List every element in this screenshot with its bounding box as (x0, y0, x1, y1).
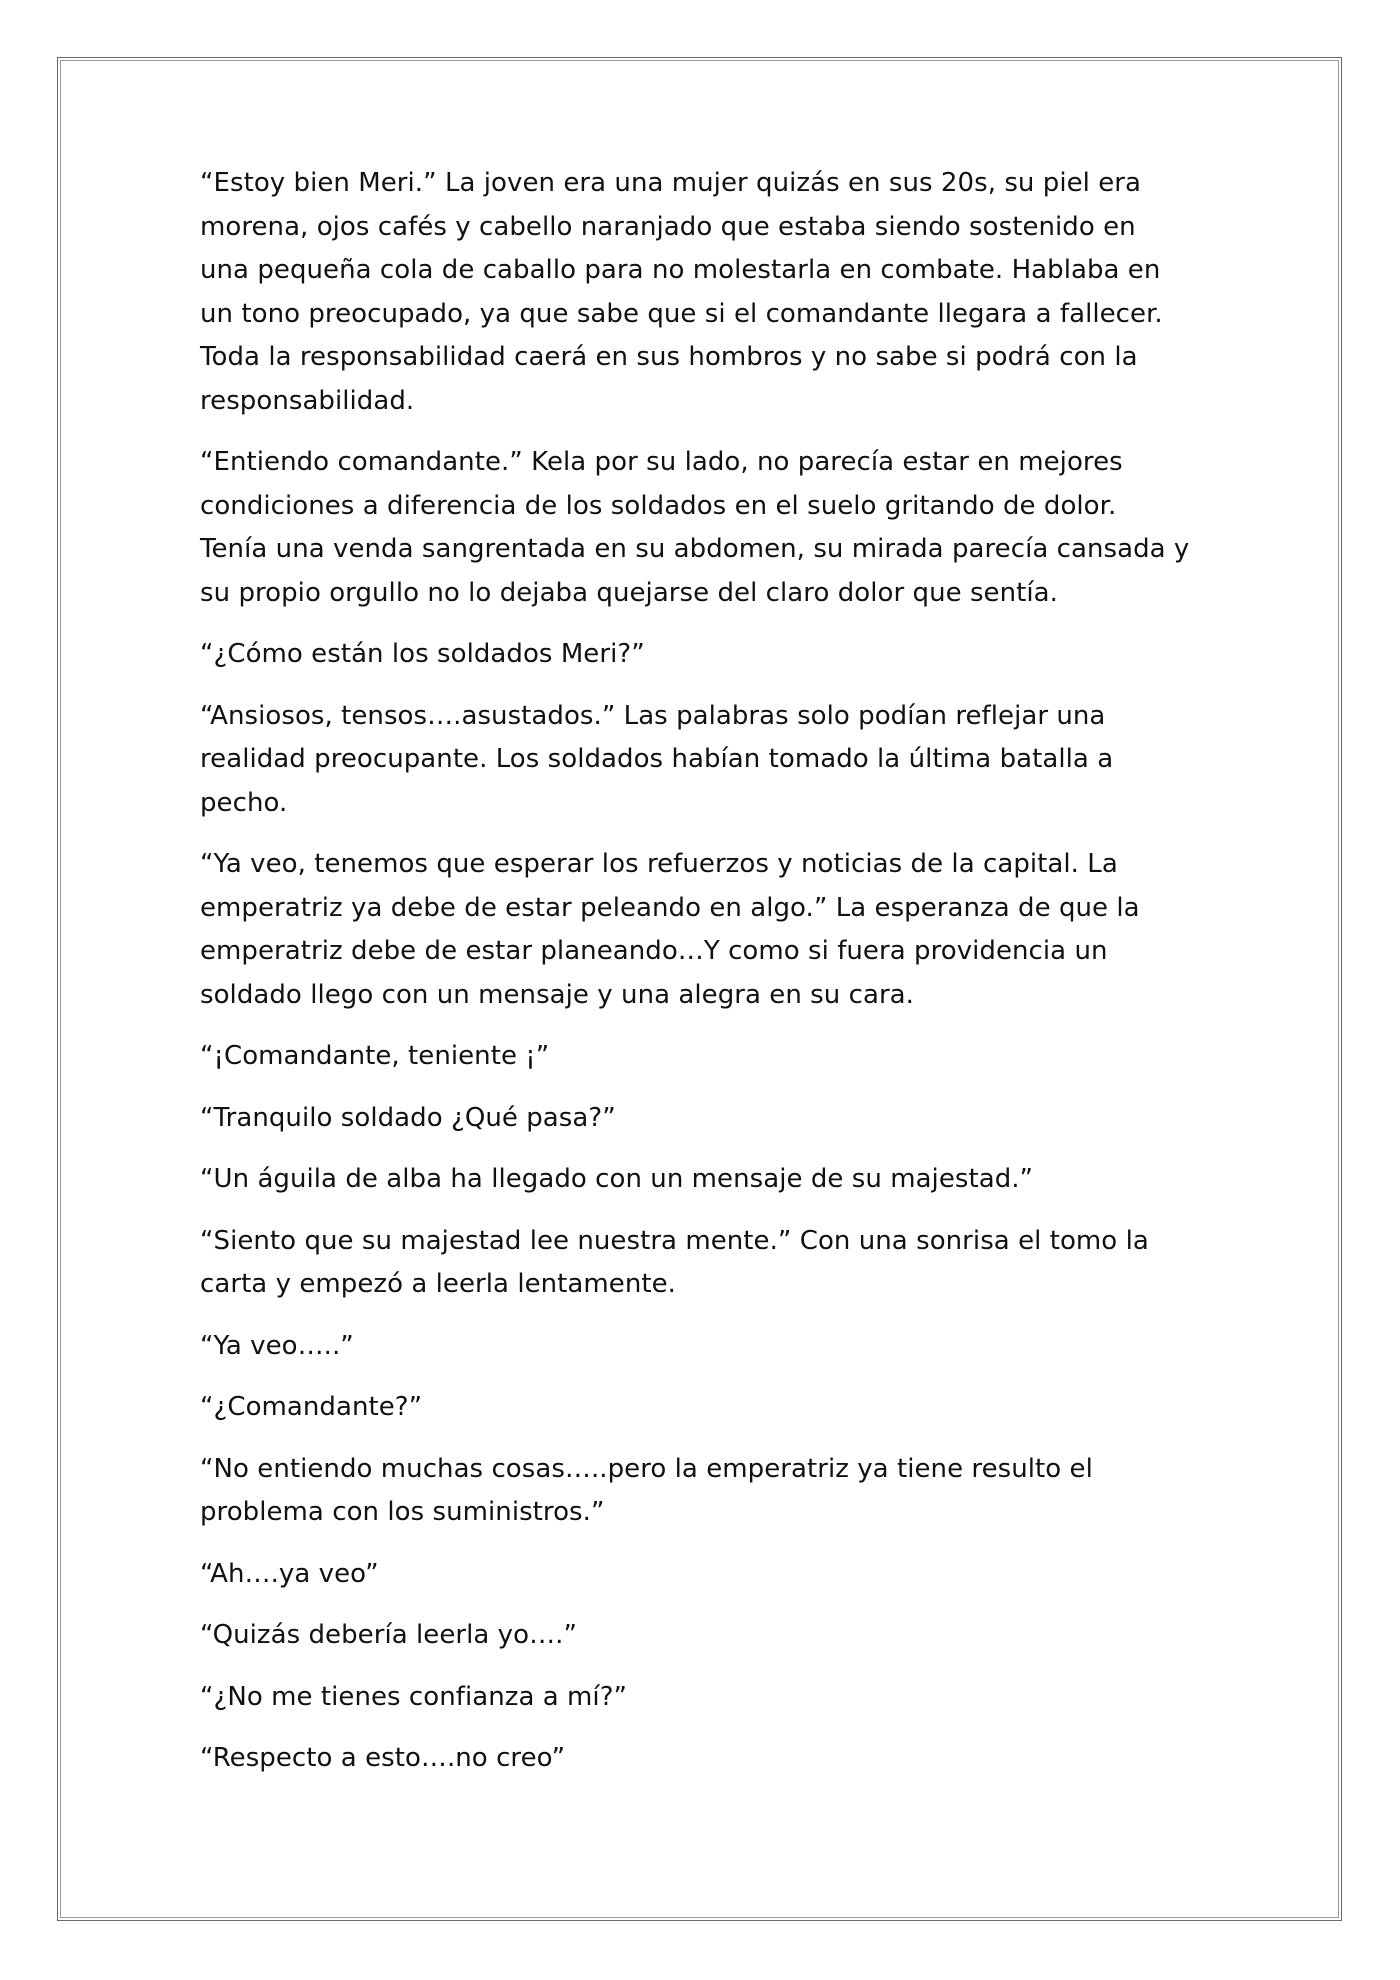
paragraph: “Entiendo comandante.” Kela por su lado, no parecía estar en mejores condiciones a diferencia de los soldados en el suelo gritando de dolor. Tenía una venda sangrentada en su abdomen, su mirada parecía cansada y su propio orgullo no lo dejaba quejarse del claro dolor que sentía. (200, 447, 1190, 608)
paragraph: “¿Cómo están los soldados Meri?” (200, 639, 645, 669)
paragraph: “Siento que su majestad lee nuestra mente.” Con una sonrisa el tomo la carta y empezó a leerla lentamente. (200, 1225, 1149, 1299)
paragraph: “¿Comandante?” (200, 1392, 423, 1422)
paragraph: “Ya veo…..” (200, 1330, 354, 1361)
paragraph: “Respecto a esto….no creo” (200, 1743, 566, 1773)
paragraph: “¡Comandante, teniente ¡” (200, 1041, 550, 1071)
paragraph: “¿No me tienes confianza a mí?” (200, 1681, 628, 1712)
document-text (200, 162, 1200, 1799)
paragraph: “Estoy bien Meri.” La joven era una mujer quizás en sus 20s, su piel era morena, ojos cafés y cabello naranjado que estaba siendo sostenido en una pequeña cola de caballo para no molestarla en combate. Hablaba en un tono preocupado, ya que sabe que si el comandante llegara a fallecer. Toda la responsabilidad caerá en sus hombros y no sabe si podrá con la responsabilidad. (200, 168, 1163, 416)
paragraph: “Ah….ya veo” (200, 1558, 379, 1589)
paragraph: “Un águila de alba ha llegado con un mensaje de su majestad.” (200, 1164, 1034, 1194)
paragraph: “Quizás debería leerla yo….” (200, 1620, 577, 1650)
paragraph: “Ya veo, tenemos que esperar los refuerzos y noticias de la capital. La emperatriz ya debe de estar peleando en algo.” La esperanza de que la emperatriz debe de estar planeando…Y como si fuera providencia un soldado llego con un mensaje y una alegra en su cara. (200, 849, 1140, 1010)
paragraph: “No entiendo muchas cosas…..pero la emperatriz ya tiene resulto el problema con los suministros.” (200, 1453, 1093, 1527)
paragraph: “Tranquilo soldado ¿Qué pasa?” (200, 1102, 616, 1133)
paragraph: “Ansiosos, tensos….asustados.” Las palabras solo podían reflejar una realidad preocupante. Los soldados habían tomado la última batalla a pecho. (200, 700, 1114, 818)
